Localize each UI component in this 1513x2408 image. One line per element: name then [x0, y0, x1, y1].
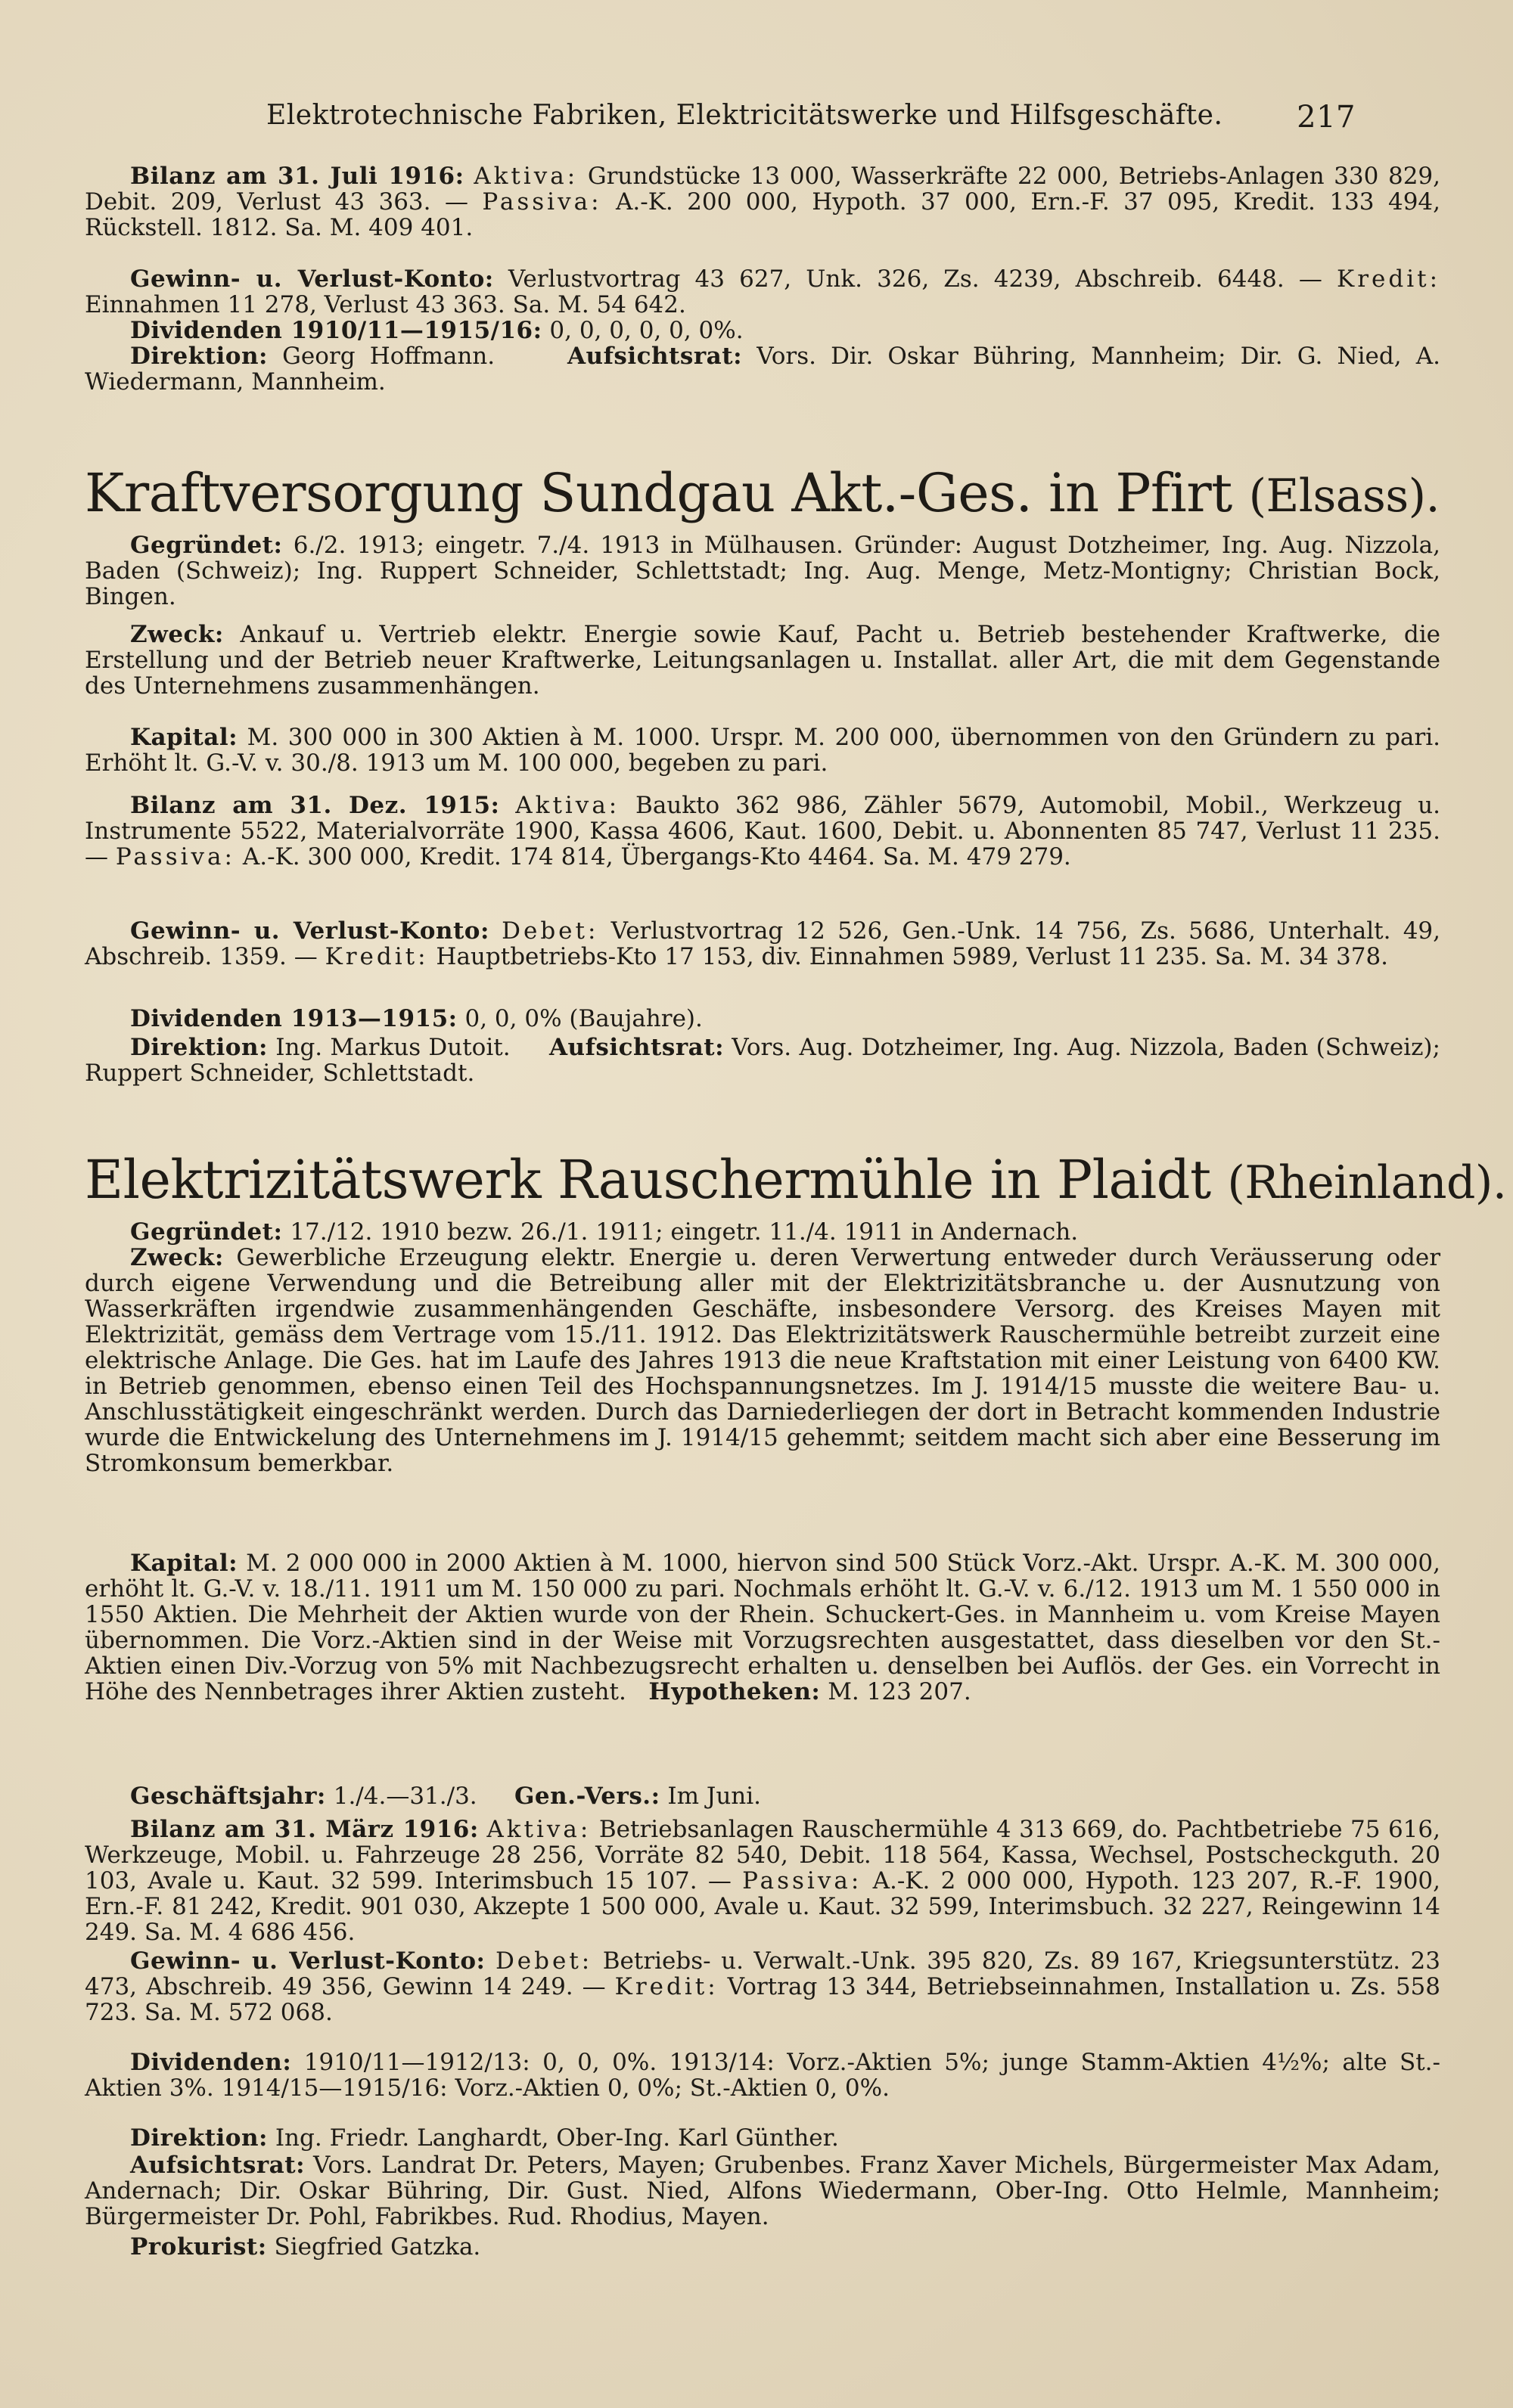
- prev-bilanz: Bilanz am 31. Juli 1916: Aktiva: Grundstücke 13 000, Wasserkräfte 22 000, Betriebs-Anlagen 330 829, Debit. 209, Verlust 43 363. — Passiva: A.-K. 200 000, Hypoth. 37 000, Ern.-F. 37 095, Kredit. 133 494, Rückstell. 1812. Sa. M. 409 401.: [85, 163, 1441, 241]
- prev-guv: Gewinn- u. Verlust-Konto: Verlustvortrag 43 627, Unk. 326, Zs. 4239, Abschreib. 6448. — Kredit: Einnahmen 11 278, Verlust 43 363. Sa. M. 54 642.: [85, 265, 1441, 318]
- raus-direktion: Direktion: Ing. Friedr. Langhardt, Ober-Ing. Karl Günther.: [130, 2124, 839, 2152]
- raus-gegruendet: Gegründet: 17./12. 1910 bezw. 26./1. 1911; eingetr. 11./4. 1911 in Andernach.: [130, 1218, 1079, 1246]
- raus-guv: Gewinn- u. Verlust-Konto: Debet: Betriebs- u. Verwalt.-Unk. 395 820, Zs. 89 167, Kriegsunterstütz. 23 473, Abschreib. 49 356, Gewinn 14 249. — Kredit: Vortrag 13 344, Betriebseinnahmen, Installation u. Zs. 558 723. Sa. M. 572 068.: [85, 1947, 1440, 2026]
- kraft-direktion: Direktion: Ing. Markus Dutoit. Aufsichtsrat: Vors. Aug. Dotzheimer, Ing. Aug. Nizzola, Baden (Schweiz); Ruppert Schneider, Schlettstadt.: [85, 1034, 1440, 1087]
- raus-dividenden: Dividenden: 1910/11—1912/13: 0, 0, 0%. 1913/14: Vorz.-Aktien 5%; junge Stamm-Aktien 4½%; alte St.-Aktien 3%. 1914/15—1915/16: Vorz.-Aktien 0, 0%; St.-Aktien 0, 0%.: [85, 2049, 1440, 2102]
- prev-dividenden: Dividenden 1910/11—1915/16: 0, 0, 0, 0, 0, 0%.: [130, 317, 744, 344]
- raus-aufsichtsrat: Aufsichtsrat: Vors. Landrat Dr. Peters, Mayen; Grubenbes. Franz Xaver Michels, Bürgermeister Max Adam, Andernach; Dir. Oskar Bühring, Dir. Gust. Nied, Alfons Wiedermann, Ober-Ing. Otto Helmle, Mannheim; Bürgermeister Dr. Pohl, Fabrikbes. Rud. Rhodius, Mayen.: [85, 2152, 1440, 2230]
- raus-bilanz: Bilanz am 31. März 1916: Aktiva: Betriebsanlagen Rauschermühle 4 313 669, do. Pachtbetriebe 75 616, Werkzeuge, Mobil. u. Fahrzeuge 28 256, Vorräte 82 540, Debit. 118 564, Kassa, Wechsel, Postscheckguth. 20 103, Avale u. Kaut. 32 599. Interimsbuch 15 107. — Passiva: A.-K. 2 000 000, Hypoth. 123 207, R.-F. 1900, Ern.-F. 81 242, Kredit. 901 030, Akzepte 1 500 000, Avale u. Kaut. 32 599, Interimsbuch. 32 227, Reingewinn 14 249. Sa. M. 4 686 456.: [85, 1816, 1441, 1946]
- kraft-zweck: Zweck: Ankauf u. Vertrieb elektr. Energie sowie Kauf, Pacht u. Betrieb bestehender Kraftwerke, die Erstellung und der Betrieb neuer Kraftwerke, Leitungsanlagen u. Installat. aller Art, die mit dem Gegenstande des Unternehmens zusammenhängen.: [85, 621, 1440, 700]
- kraft-bilanz: Bilanz am 31. Dez. 1915: Aktiva: Baukto 362 986, Zähler 5679, Automobil, Mobil., Werkzeug u. Instrumente 5522, Materialvorräte 1900, Kassa 4606, Kaut. 1600, Debit. u. Abonnenten 85 747, Verlust 11 235. — Passiva: A.-K. 300 000, Kredit. 174 814, Übergangs-Kto 4464. Sa. M. 479 279.: [85, 792, 1440, 870]
- company-title-rauschermuehle: Elektrizitätswerk Rauschermühle in Plaidt (Rheinland).: [85, 1149, 1507, 1211]
- raus-prokurist: Prokurist: Siegfried Gatzka.: [130, 2233, 481, 2261]
- raus-kapital: Kapital: M. 2 000 000 in 2000 Aktien à M. 1000, hiervon sind 500 Stück Vorz.-Akt. Urspr. A.-K. M. 300 000, erhöht lt. G.-V. v. 18./11. 1911 um M. 150 000 zu pari. Nochmals erhöht lt. G.-V. v. 6./12. 1913 um M. 1 550 000 in 1550 Aktien. Die Mehrheit der Aktien wurde von der Rhein. Schuckert-Ges. in Mannheim u. vom Kreise Mayen übernommen. Die Vorz.-Aktien sind in der Weise mit Vorzugsrechten ausgestattet, dass dieselben vor den St.-Aktien einen Div.-Vorzug von 5% mit Nachbezugsrecht erhalten u. denselben bei Auflös. der Ges. ein Vorrecht in Höhe des Nennbetrages ihrer Aktien zusteht. Hypotheken: M. 123 207.: [85, 1550, 1441, 1705]
- raus-zweck: Zweck: Gewerbliche Erzeugung elektr. Energie u. deren Verwertung entweder durch Veräusserung oder durch eigene Verwendung und die Betreibung aller mit der Elektrizitätsbranche u. der Ausnutzung von Wasserkräften irgendwie zusammenhängenden Geschäfte, insbesondere Versorg. des Kreises Mayen mit Elektrizität, gemäss dem Vertrage vom 15./11. 1912. Das Elektrizitätswerk Rauschermühle betreibt zurzeit eine elektrische Anlage. Die Ges. hat im Laufe des Jahres 1913 die neue Kraftstation mit einer Leistung von 6400 KW. in Betrieb genommen, ebenso einen Teil des Hochspannungsnetzes. Im J. 1914/15 musste die weitere Bau- u. Anschlusstätigkeit eingeschränkt werden. Durch das Darniederliegen der dort in Betracht kommenden Industrie wurde die Entwickelung des Unternehmens im J. 1914/15 gehemmt; seitdem macht sich aber eine Besserung im Stromkonsum bemerkbar.: [85, 1244, 1441, 1477]
- prev-direktion: Direktion: Georg Hoffmann. Aufsichtsrat: Vors. Dir. Oskar Bühring, Mannheim; Dir. G. Nied, A. Wiedermann, Mannheim.: [85, 343, 1440, 396]
- raus-geschaeftsjahr: Geschäftsjahr: 1./4.—31./3. Gen.-Vers.: Im Juni.: [130, 1783, 762, 1810]
- kraft-gegruendet: Gegründet: 6./2. 1913; eingetr. 7./4. 1913 in Mülhausen. Gründer: August Dotzheimer, Ing. Aug. Nizzola, Baden (Schweiz); Ing. Ruppert Schneider, Schlettstadt; Ing. Aug. Menge, Metz-Montigny; Christian Bock, Bingen.: [85, 532, 1440, 610]
- kraft-guv: Gewinn- u. Verlust-Konto: Debet: Verlustvortrag 12 526, Gen.-Unk. 14 756, Zs. 5686, Unterhalt. 49, Abschreib. 1359. — Kredit: Hauptbetriebs-Kto 17 153, div. Einnahmen 5989, Verlust 11 235. Sa. M. 34 378.: [85, 917, 1441, 970]
- kraft-dividenden: Dividenden 1913—1915: 0, 0, 0% (Baujahre).: [130, 1005, 703, 1032]
- running-title: Elektrotechnische Fabriken, Elektricitätswerke und Hilfsgeschäfte.: [266, 100, 1223, 131]
- page-number: 217: [1297, 100, 1356, 135]
- company-title-kraftversorgung: Kraftversorgung Sundgau Akt.-Ges. in Pfirt (Elsass).: [85, 462, 1440, 524]
- kraft-kapital: Kapital: M. 300 000 in 300 Aktien à M. 1000. Urspr. M. 200 000, übernommen von den Gründern zu pari. Erhöht lt. G.-V. v. 30./8. 1913 um M. 100 000, begeben zu pari.: [85, 724, 1440, 777]
